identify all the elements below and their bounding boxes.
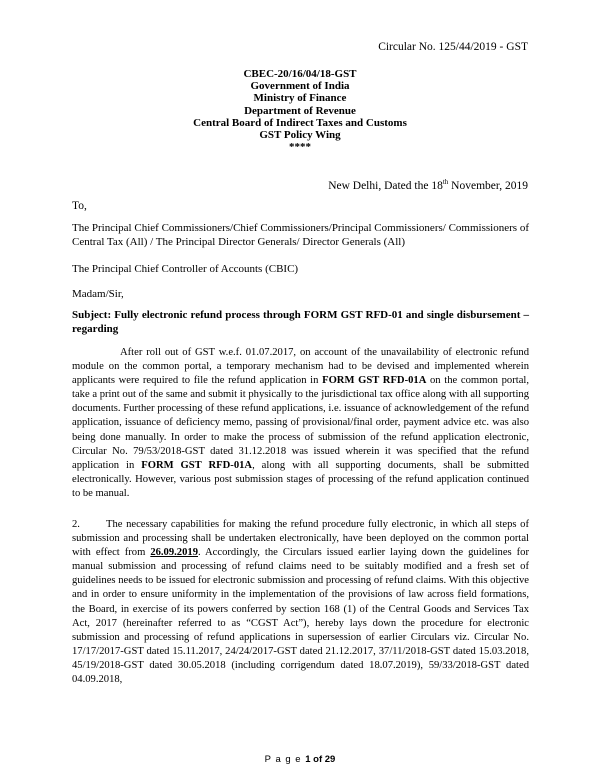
- para1-bold-form-2: FORM GST RFD-01A: [141, 459, 253, 471]
- circular-number: Circular No. 125/44/2019 - GST: [378, 41, 528, 53]
- stars-line: ****: [289, 141, 311, 154]
- para2-text-1: The necessary capabilities for making the refund procedure fully electronic, in which all steps of submission and processing shall be undertaken electronically, have been deployed on the common portal with effect from: [72, 519, 529, 559]
- para2-effective-date: 26.09.2019: [150, 547, 198, 559]
- date-superscript: th: [442, 178, 449, 186]
- department-line: Department of Revenue: [244, 104, 356, 117]
- letter-header: [0, 68, 600, 153]
- wing-line: GST Policy Wing: [259, 129, 341, 142]
- paragraph-1: [72, 346, 529, 501]
- board-line: Central Board of Indirect Taxes and Customs: [193, 116, 407, 129]
- date-line: [328, 178, 528, 192]
- ministry-line: Ministry of Finance: [253, 92, 347, 105]
- para1-text-3: , along with all supporting documents, shall be submitted electronically. However, various post submission stages of processing of the refund application continued to be manual.: [72, 459, 529, 499]
- page-number: 1 of 29: [305, 754, 336, 765]
- para2-text-2: . Accordingly, the Circulars issued earlier laying down the guidelines for manual submission and processing of refund claims need to be suitably modified and a fresh set of guidelines needs to be issued for electronic submission and processing of refund claims. With this objective and in order to ensure uniformity in the implementation of the provisions of law across field formations, the Board, in exercise of its powers conferred by section 168 (1) of the Central Goods and Services Tax Act, 2017 (hereinafter referred to as “CGST Act”), hereby lays down the procedure for electronic submission and processing of refund applications in supersession of earlier Circulars viz. Circular No. 17/17/2017-GST dated 15.11.2017, 24/24/2017-GST dated 21.12.2017, 37/11/2018-GST dated 15.03.2018, 45/19/2018-GST dated 30.05.2018 (including corrigendum dated 18.07.2019), 59/33/2018-GST dated 04.09.2018,: [72, 547, 529, 686]
- to-line: To,: [72, 200, 87, 212]
- paragraph-2: [72, 518, 529, 687]
- government-line: Government of India: [250, 80, 350, 93]
- subject-line: Subject: Fully electronic refund process through FORM GST RFD-01 and single disbursement – regarding: [72, 309, 529, 335]
- date-suffix: November, 2019: [448, 180, 528, 192]
- page-label: P a g e: [264, 754, 302, 765]
- file-number: CBEC-20/16/04/18-GST: [243, 68, 357, 80]
- addressees: The Principal Chief Commissioners/Chief Commissioners/Principal Commissioners/ Commissioners of Central Tax (All) / The Principal Director Generals/ Director Generals (All): [72, 222, 529, 248]
- para1-text-2: on the common portal, take a print out of the same and submit it physically to the jurisdictional tax office along with all supporting documents. Further processing of these refund applications, i.e. issuance of acknowledgement of the refund application, issuance of deficiency memo, passing of provisional/final order, payment advice etc. was also being done manually. In order to make the process of submission of the refund application electronic, Circular No. 79/53/2018-GST dated 31.12.2018 was issued wherein it was specified that the refund application in: [72, 375, 529, 471]
- date-prefix: New Delhi, Dated the 18: [328, 180, 443, 192]
- cca-line: The Principal Chief Controller of Accounts (CBIC): [72, 263, 299, 275]
- para2-number: 2.: [72, 519, 80, 530]
- salutation: Madam/Sir,: [72, 288, 124, 300]
- page-footer: [0, 754, 600, 765]
- para1-bold-form-1: FORM GST RFD-01A: [322, 375, 427, 387]
- para1-text-1: After roll out of GST w.e.f. 01.07.2017, on account of the unavailability of electronic refund module on the common portal, a temporary mechanism had to be devised and implemented wherein applicants were required to file the refund application in: [72, 347, 529, 387]
